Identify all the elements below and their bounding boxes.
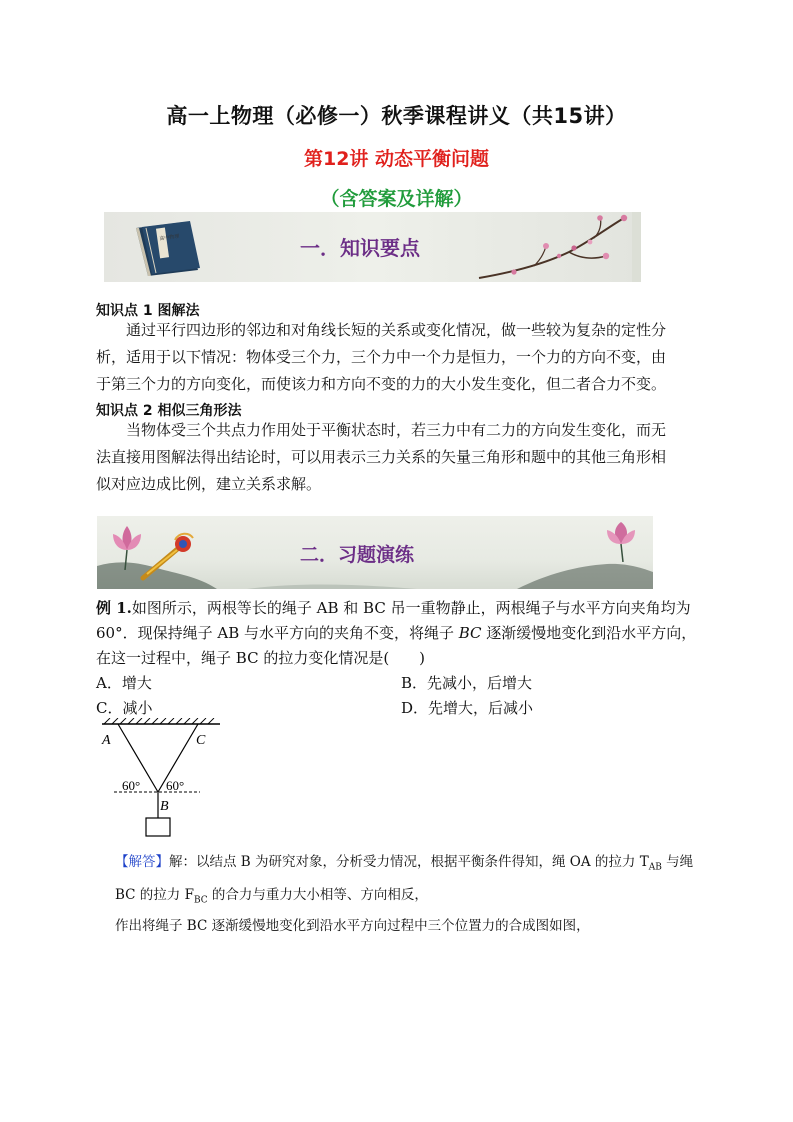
kp2-line-1: 当物体受三个共点力作用处于平衡状态时，若三力中有二力的方向发生变化，而无 [126, 421, 667, 439]
point-c-label: C [196, 733, 206, 748]
option-a[interactable]: A．增大 [96, 674, 152, 692]
option-b[interactable]: B．先减小，后增大 [401, 674, 533, 692]
example-1-line-2-c: 逐渐缓慢地变化到沿水平方向， [481, 624, 697, 642]
document-title: 高一上物理（必修一）秋季课程讲义（共15讲） [166, 104, 627, 128]
knowledge-point-1-heading: 知识点 1 图解法 [96, 303, 200, 319]
kp1-line-2: 析，适用于以下情况：物体受三个力，三个力中一个力是恒力，一个力的方向不变，由 [96, 348, 667, 366]
kp1-line-3: 于第三个力的方向变化，而使该力和方向不变的力的大小发生变化，但二者合力不变。 [96, 375, 667, 393]
answer-line-1 [115, 850, 715, 873]
angle-left-label: 60° [122, 778, 141, 793]
example-1-line-1-text: 如图所示，两根等长的绳子 AB 和 BC 吊一重物静止，两根绳子与水平方向夹角均为 [131, 599, 691, 617]
kp2-line-3: 似对应边成比例，建立关系求解。 [96, 475, 322, 493]
point-b-label: B [160, 799, 169, 814]
angle-right-label: 60° [166, 778, 185, 793]
option-d[interactable]: D．先增大，后减小 [401, 699, 534, 717]
book-cover-text: 高中物理 [159, 233, 180, 243]
option-c[interactable]: C．减小 [96, 699, 153, 717]
book-icon [132, 218, 202, 278]
example-1-label: 例 1. [96, 599, 132, 617]
kp1-line-1: 通过平行四边形的邻边和对角线长短的关系或变化情况，做一些较为复杂的定性分 [126, 321, 667, 339]
answer-line-2-sub: BC [193, 895, 208, 906]
lotus-leaf-icon [593, 518, 649, 562]
example-1-line-3: 在这一过程中，绳子 BC 的拉力变化情况是( ) [96, 649, 426, 667]
lecture-title: 第12讲 动态平衡问题 [303, 148, 490, 170]
answer-line-1-text: 解：以结点 B 为研究对象，分析受力情况，根据平衡条件得知，绳 OA 的拉力 T [169, 854, 649, 870]
knowledge-point-2-text [96, 417, 700, 498]
answer-line-2 [115, 883, 715, 906]
answer-note: （含答案及详解） [320, 188, 473, 210]
answer-line-1-sub: AB [648, 862, 662, 873]
example-1-line-1 [96, 596, 706, 621]
section-title-exercises: 二．习题演练 [300, 544, 415, 566]
example-1-line-2-a: 60°．现保持绳子 AB 与水平方向的夹角不变，将绳子 [96, 624, 459, 642]
section-banner-exercises [97, 516, 653, 589]
example-1-line-2 [96, 621, 706, 646]
example-1-line-2-bc: BC [458, 624, 482, 642]
plum-blossom-icon [474, 212, 641, 282]
answer-line-2-end: 的合力与重力大小相等、方向相反， [207, 887, 428, 903]
section-title-knowledge: 一．知识要点 [300, 236, 420, 260]
kp2-line-2: 法直接用图解法得出结论时，可以用表示三力关系的矢量三角形和题中的其他三角形相 [96, 448, 667, 466]
golden-staff-icon [137, 530, 197, 582]
answer-line-2-text: BC 的拉力 F [115, 887, 194, 903]
answer-tag: 【解答】 [115, 854, 169, 870]
knowledge-point-1-text [96, 317, 700, 398]
answer-line-1-end: 与绳 [661, 854, 694, 870]
section-banner-knowledge [104, 212, 641, 282]
example-1-question [96, 596, 706, 671]
knowledge-point-2-heading: 知识点 2 相似三角形法 [96, 403, 242, 419]
point-a-label: A [102, 733, 111, 748]
answer-line-3: 作出将绳子 BC 逐渐缓慢地变化到沿水平方向过程中三个位置力的合成图如图， [115, 918, 590, 934]
rope-diagram [96, 718, 226, 842]
